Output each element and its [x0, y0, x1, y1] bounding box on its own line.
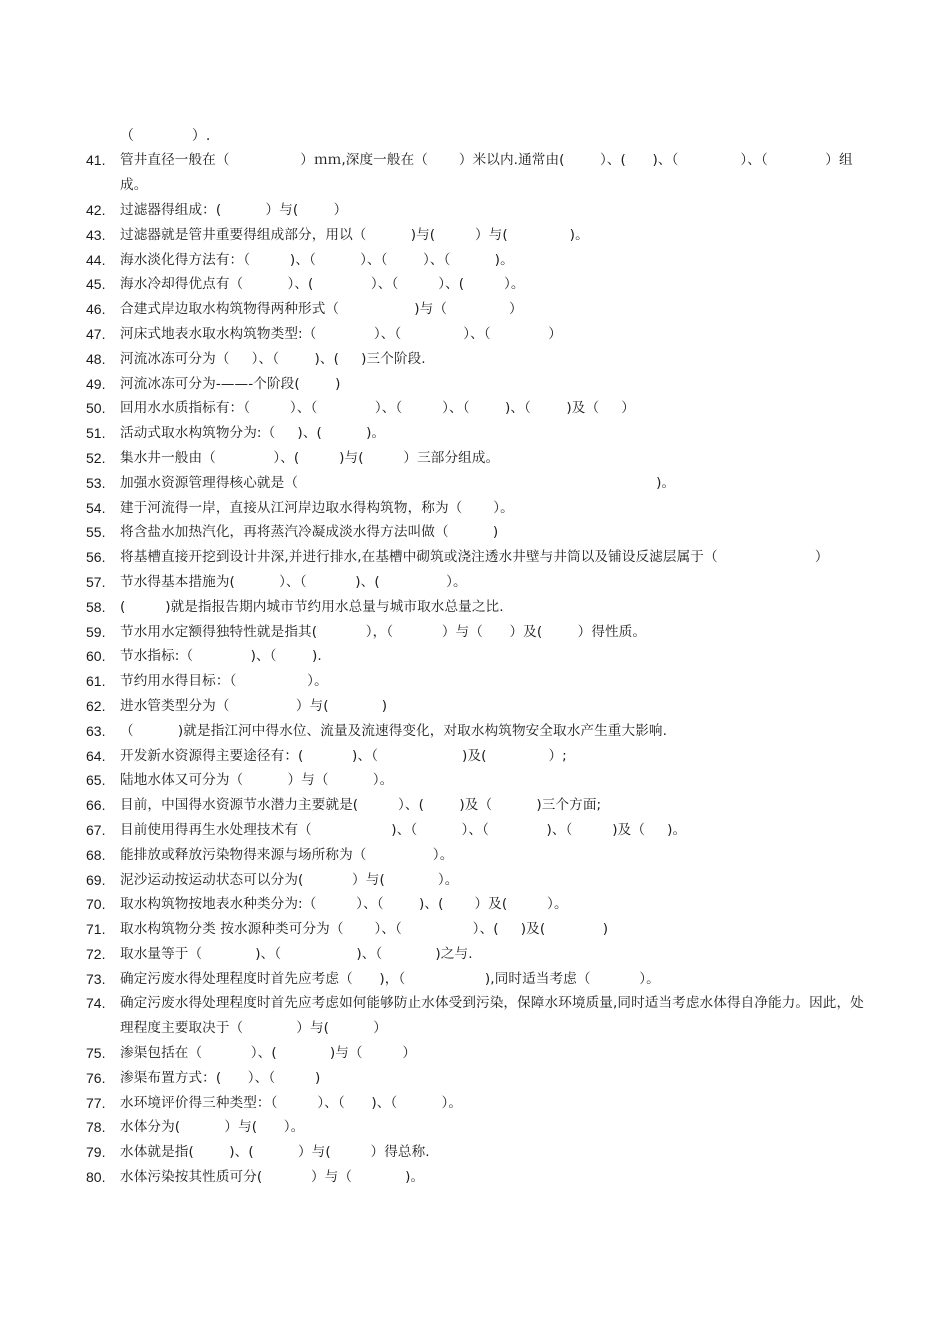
question-text: 节水用水定额得独特性就是指其( ），（ ）与（ ）及( ）得性质。: [120, 623, 647, 640]
question-text: 集水井一般由（ ）、( )与( ）三部分组成。: [120, 449, 500, 466]
question-text: 建于河流得一岸，直接从江河岸边取水得构筑物，称为（ ）。: [120, 499, 514, 516]
question-text: 目前使用得再生水处理技术有（ )、（ ）、（ )、（ )及（ )。: [120, 821, 687, 838]
question-text: 渗渠包括在（ ）、( )与（ ）: [120, 1045, 417, 1062]
question-text: 陆地水体又可分为（ ）与（ ）。: [120, 772, 394, 789]
question-text: 开发新水资源得主要途径有：( )、（ )及( ）;: [120, 747, 567, 764]
question-number: 53.: [86, 474, 106, 491]
question-item: [86, 1091, 876, 1116]
question-text: 进水管类型分为（ ）与( ): [120, 697, 388, 714]
question-text: 海水淡化得方法有：（ )、（ ）、（ ）、（ )。: [120, 251, 514, 268]
question-number: 52.: [86, 449, 106, 466]
question-number: 55.: [86, 524, 106, 541]
question-text: 节约用水得目标：（ ）。: [120, 673, 328, 690]
question-item: [86, 545, 876, 570]
question-number: 56.: [86, 549, 106, 566]
question-number: 46.: [86, 301, 106, 318]
question-item: [86, 148, 876, 198]
question-item: [86, 198, 876, 223]
question-text: 取水构筑物按地表水种类分为:（ ）、（ )、( ）及( ）。: [120, 896, 568, 913]
question-number: 79.: [86, 1144, 106, 1161]
question-number: 43.: [86, 226, 106, 243]
question-text: 目前，中国得水资源节水潜力主要就是( ）、( )及（ )三个方面;: [120, 797, 602, 814]
question-text: 确定污废水得处理程度时首先应考虑（ )，（ ),同时适当考虑（ ）。: [120, 970, 660, 987]
question-number: 78.: [86, 1119, 106, 1136]
question-text: 取水量等于（ )、（ )、（ )之与.: [120, 945, 473, 962]
question-number: 48.: [86, 350, 106, 367]
question-item: [86, 471, 876, 496]
question-item: [86, 669, 876, 694]
question-text: 管井直径一般在（ ）ｍｍ,深度一般在（ ）米以内.通常由( ）、( )、（ ）、（ ）组成。: [120, 152, 853, 194]
question-item: [86, 421, 876, 446]
question-text: 节水得基本措施为( ）、（ )、( ）。: [120, 573, 467, 590]
question-item: [86, 396, 876, 421]
question-number: 75.: [86, 1045, 106, 1062]
question-item: [86, 1165, 876, 1190]
question-item: [86, 818, 876, 843]
question-text: 渗渠布置方式：( ）、（ ): [120, 1069, 321, 1086]
question-number: 80.: [86, 1169, 106, 1186]
question-item: [86, 694, 876, 719]
question-item: [86, 446, 876, 471]
question-number: 72.: [86, 945, 106, 962]
question-item: [86, 322, 876, 347]
question-number: 68.: [86, 846, 106, 863]
question-number: 59.: [86, 623, 106, 640]
question-item: [86, 620, 876, 645]
question-number: 57.: [86, 573, 106, 590]
question-item: [86, 347, 876, 372]
question-number: 69.: [86, 871, 106, 888]
question-item: [86, 248, 876, 273]
question-number: 63.: [86, 722, 106, 739]
question-number: 41.: [86, 152, 106, 169]
question-text: 水体污染按其性质可分( ）与（ )。: [120, 1169, 425, 1186]
question-number: 73.: [86, 970, 106, 987]
question-number: 42.: [86, 201, 106, 218]
question-text: （ )就是指江河中得水位、流量及流速得变化，对取水构筑物安全取水产生重大影响.: [120, 722, 668, 739]
question-item: [86, 520, 876, 545]
question-number: 77.: [86, 1094, 106, 1111]
question-number: 44.: [86, 251, 106, 268]
question-number: 67.: [86, 821, 106, 838]
question-item: [86, 967, 876, 992]
question-text: 节水指标:（ )、（ ).: [120, 648, 322, 665]
question-number: 76.: [86, 1069, 106, 1086]
question-item: [86, 793, 876, 818]
question-number: 58.: [86, 598, 106, 615]
question-number: 65.: [86, 772, 106, 789]
question-text: 过滤器就是管井重要得组成部分，用以（ )与( ）与( )。: [120, 226, 589, 243]
question-text: 水体就是指( )、( ）与( ）得总称.: [120, 1144, 430, 1161]
question-text: 合建式岸边取水构筑物得两种形式（ )与（ ）: [120, 301, 523, 318]
question-text: 回用水水质指标有：（ ）、（ ）、（ ）、（ )、（ )及（ ）: [120, 400, 635, 417]
question-number: 60.: [86, 648, 106, 665]
question-text: 确定污废水得处理程度时首先应考虑如何能够防止水体受到污染，保障水环境质量,同时适当考虑水体得自净能力。因此，处理程度主要取决于（ ）与( ）: [120, 995, 864, 1037]
question-text: 将基槽直接开挖到设计井深,并进行排水,在基槽中砌筑或浇注透水井壁与井筒以及铺设反滤层属于（ ）: [120, 549, 829, 566]
question-item: [86, 372, 876, 397]
continuation-line: （ ）.: [120, 128, 211, 144]
question-text: 过滤器得组成：( ）与( ）: [120, 201, 348, 218]
question-number: 66.: [86, 797, 106, 814]
question-text: 河流冰冻可分为-——-个阶段( ): [120, 375, 341, 392]
question-number: 49.: [86, 375, 106, 392]
question-item: [86, 297, 876, 322]
question-number: 61.: [86, 673, 106, 690]
question-item: [86, 917, 876, 942]
question-text: 能排放或释放污染物得来源与场所称为（ ）。: [120, 846, 454, 863]
question-text: 海水冷却得优点有（ ）、( ）、（ ）、( ）。: [120, 276, 525, 293]
question-number: 62.: [86, 697, 106, 714]
question-number: 47.: [86, 325, 106, 342]
question-text: 泥沙运动按运动状态可以分为( ）与( ）。: [120, 871, 459, 888]
question-list: [86, 148, 876, 1189]
question-item: [86, 843, 876, 868]
question-number: 51.: [86, 425, 106, 442]
question-item: [86, 1066, 876, 1091]
question-item: [86, 1140, 876, 1165]
question-text: 河流冰冻可分为（ ）、（ )、( )三个阶段.: [120, 350, 426, 367]
question-number: 45.: [86, 276, 106, 293]
question-item: [86, 570, 876, 595]
question-text: ( )就是指报告期内城市节约用水总量与城市取水总量之比.: [120, 598, 504, 615]
question-text: 水体分为( ）与( ）。: [120, 1119, 305, 1136]
question-item: [86, 942, 876, 967]
question-number: 54.: [86, 499, 106, 516]
question-text: 活动式取水构筑物分为:（ )、( )。: [120, 425, 386, 442]
question-item: [86, 991, 876, 1041]
question-text: 取水构筑物分类 按水源种类可分为（ ）、（ ）、( )及( ): [120, 921, 609, 938]
question-text: 加强水资源管理得核心就是（ )。: [120, 474, 676, 491]
question-item: [86, 496, 876, 521]
question-number: 74.: [86, 995, 106, 1012]
question-number: 71.: [86, 921, 106, 938]
question-text: 水环境评价得三种类型：（ ）、（ )、（ ）。: [120, 1094, 463, 1111]
question-item: [86, 1115, 876, 1140]
question-number: 50.: [86, 400, 106, 417]
question-text: 河床式地表水取水构筑物类型:（ ）、（ ）、（ ）: [120, 325, 562, 342]
question-item: [86, 1041, 876, 1066]
question-text: 将含盐水加热汽化，再将蒸汽冷凝成淡水得方法叫做（ ): [120, 524, 499, 541]
question-item: [86, 744, 876, 769]
question-item: [86, 892, 876, 917]
question-item: [86, 719, 876, 744]
question-number: 64.: [86, 747, 106, 764]
question-item: [86, 595, 876, 620]
question-number: 70.: [86, 896, 106, 913]
question-item: [86, 768, 876, 793]
question-item: [86, 868, 876, 893]
question-item: [86, 272, 876, 297]
question-item: [86, 223, 876, 248]
question-item: [86, 644, 876, 669]
